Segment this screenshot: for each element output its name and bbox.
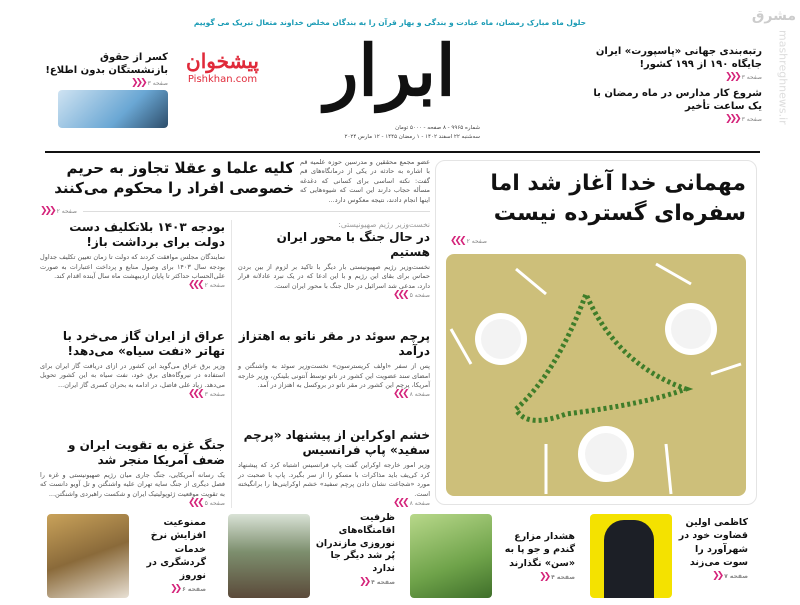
empty-table-illustration xyxy=(446,254,746,496)
arrow-icon: ❮❮❮ xyxy=(393,389,407,400)
top-right-teaser-2[interactable] xyxy=(578,88,762,124)
watermark-url: mashreghnews.ir xyxy=(776,30,790,125)
teaser-title: شروع کار مدارس در ماه رمضان با یک ساعت تأخیر xyxy=(593,88,762,112)
page-ref: صفحه ۳ xyxy=(741,115,762,123)
mazandaran-lodge-image xyxy=(228,514,310,598)
divider xyxy=(83,211,430,212)
left-story-2[interactable] xyxy=(40,329,225,399)
left-story-3[interactable] xyxy=(40,438,225,508)
top-right-teasers xyxy=(578,46,762,124)
mid-story-3[interactable] xyxy=(238,428,430,508)
story-title: هشدار مزارع گندم و جو پا به «سن» نگذارند xyxy=(504,531,575,569)
bottom-story-1[interactable] xyxy=(676,516,748,581)
pishkhan-url: Pishkhan.com xyxy=(187,74,258,85)
page-ref: صفحه ۸ xyxy=(409,391,430,399)
column-divider xyxy=(231,220,232,508)
page-ref: صفحه ۵ xyxy=(204,499,225,507)
header-rule xyxy=(45,151,760,153)
arrow-icon: ❮❮ xyxy=(359,577,369,588)
greeting-line: حلول ماه مبارک رمضان، ماه عبادت و بندگی و بهار قرآن را به بندگان مخلص خداوند متعال تبریک می گوییم xyxy=(193,18,587,27)
mid-story-1[interactable] xyxy=(238,220,430,300)
page-ref: صفحه ۳ xyxy=(147,79,168,87)
story-body: پس از سفر «اولف کریسترسون» نخست‌وزیر سوئد به واشنگتن و امضای سند عضویت این کشور در ناتو توسط آنتونی بلینکن، وزیر خارجه آمریکا، پرچم این کشور در مقر ناتو در بروکسل به اهتزاز در آمد. xyxy=(238,362,430,389)
bottom-story-2[interactable] xyxy=(495,530,575,582)
masthead-title: ابرار xyxy=(324,29,456,112)
pension-image xyxy=(58,90,168,128)
kicker: نخست‌وزیر رژیم صهیونیستی: xyxy=(338,220,430,230)
arrow-icon: ❮❮ xyxy=(170,584,180,595)
mid-column xyxy=(238,220,430,508)
arrow-icon: ❮❮❮ xyxy=(725,72,739,82)
hotel-room-image xyxy=(47,514,129,598)
page-ref: صفحه ۶ xyxy=(182,586,206,594)
story-title: ظرفیت اقامتگاه‌های نوروزی مازندران پُر شد دیگر جا ندارد xyxy=(315,512,395,575)
page-ref: صفحه ۸ xyxy=(409,499,430,507)
mid-story-2[interactable] xyxy=(238,329,430,399)
page-ref: صفحه ۲ xyxy=(204,282,225,290)
page-ref: صفحه ۵ xyxy=(409,292,430,300)
watermark-logo: مشرق xyxy=(751,8,796,24)
issue-info: شماره ۹۹۶۵ - ۸ صفحه - ۵۰۰۰ تومان xyxy=(395,125,480,131)
arrow-icon: ❮❮❮ xyxy=(188,498,202,508)
lead-headline: کلیه علما و عقلا تجاوز به حریم خصوصی افراد را محکوم می‌کنند xyxy=(54,159,294,198)
story-body: وزیر امور خارجه اوکراین گفت پاپ فرانسیس اشتباه کرد که پیشنهاد کرد کی‌یف باید مذاکرات با مسکو را از سر بگیرد. پاپ با صحبت در مورد «شجاعت نشان دادن پرچم سفید» خشم اوکراینی‌ها را برانگیخته است. xyxy=(238,461,430,498)
bottom-story-3[interactable] xyxy=(313,512,395,587)
arrow-icon: ❮❮ xyxy=(712,571,722,582)
page-ref: صفحه ۲ xyxy=(466,237,487,245)
story-body: نخست‌وزیر رژیم صهیونیستی بار دیگر با تاکید بر لزوم از بین بردن حماس برای بقای این رژیم و با این ادعا که در یک نبرد عادلانه قرار دارد، مدعی شد اسرائیل در حال جنگ با محور ایران است. xyxy=(238,262,430,290)
page-ref: صفحه ۳ xyxy=(204,391,225,399)
teaser-title: رتبه‌بندی جهانی «پاسپورت» ایران جایگاه ۱۹۰ از ۱۹۹ کشور! xyxy=(595,46,762,70)
page-ref: صفحه ۴ xyxy=(371,578,395,586)
story-body: نمایندگان مجلس موافقت کردند که دولت تا زمان تعیین تکلیف جداول بودجه سال ۱۴۰۳ برای وصول منابع و پرداخت اعتبارات به صورت علی‌الحساب حداکثر تا پایان اردیبهشت ماه سال آینده اقدام کند. xyxy=(40,253,225,280)
story-body: یک رسانه آمریکایی، جنگ جاری میان رژیم صهیونیستی و غزه را فصل دیگری از جنگ سایه تهران علیه واشنگتن و تل آویو دانست که به تقویت موقعیت ژئوپولیتیک ایران و شکست راهبردی واشنگتن... xyxy=(40,470,225,498)
page-ref: صفحه ۲ xyxy=(56,208,77,216)
arrow-icon: ❮❮❮ xyxy=(393,290,407,301)
top-left-teaser[interactable] xyxy=(38,52,168,128)
top-right-teaser-1[interactable] xyxy=(578,46,762,82)
story-title: بودجه ۱۴۰۳ بلاتکلیف دست دولت برای برداشت باز! xyxy=(69,220,225,250)
arrow-icon: ❮❮❮ xyxy=(188,280,202,291)
arrow-icon: ❮❮❮ xyxy=(725,114,739,124)
issue-date: سه‌شنبه ۲۲ اسفند ۱۴۰۲ - ۱ رمضان ۱۴۴۵ - ۱۲ مارس ۲۰۲۴ xyxy=(344,133,480,140)
main-feature[interactable] xyxy=(435,160,757,505)
story-body: وزیر برق عراق می‌گوید این کشور در ازای دریافت گاز ایران برای استفاده در نیروگاه‌های برق خود، نفت سیاه به این کشور تحویل می‌دهد. زیاد علی فاضل، در ادامه به بحران کسری گاز ایران... xyxy=(40,361,225,389)
story-title: کاظمی اولین قضاوت خود در شهرآورد را سوت می‌زند xyxy=(678,517,748,568)
referee-image xyxy=(590,514,672,598)
arrow-icon: ❯❯❯ xyxy=(450,236,464,246)
left-area xyxy=(40,158,430,508)
left-story-1[interactable] xyxy=(40,220,225,290)
story-title: در حال جنگ با محور ایران هستیم xyxy=(276,229,430,259)
pishkhan-logo[interactable] xyxy=(175,48,270,86)
story-title: پرچم سوئد در مقر ناتو به اهتزاز درآمد xyxy=(238,329,430,359)
arrow-icon: ❮❮❮ xyxy=(40,206,54,217)
arrow-icon: ❮❮ xyxy=(539,571,549,582)
bottom-story-4[interactable] xyxy=(132,516,206,594)
arrow-icon: ❮❮❮ xyxy=(393,497,407,508)
story-title: جنگ غزه به تقویت ایران و ضعف آمریکا منجر شد xyxy=(67,437,225,467)
main-headline: مهمانی خدا آغاز شد اما سفره‌ای گسترده نیست xyxy=(490,171,746,226)
story-title: خشم اوکراین از پیشنهاد «پرچم سفید» پاپ فرانسیس xyxy=(243,428,430,458)
teaser-title: کسر از حقوق بازنشستگان بدون اطلاع! xyxy=(45,52,168,76)
arrow-icon: ❮❮❮ xyxy=(188,389,202,400)
lead-story[interactable] xyxy=(40,158,430,205)
page-ref: صفحه ۴ xyxy=(551,573,575,581)
pishkhan-logo-text: پیشخوان xyxy=(186,49,259,73)
wheat-pest-image xyxy=(410,514,492,598)
story-title: عراق از ایران گاز می‌خرد با تهاتر «نفت سیاه» می‌دهد! xyxy=(62,328,225,358)
story-title: ممنوعیت افزایش نرخ خدمات گردشگری در نوروز xyxy=(146,517,206,582)
arrow-icon: ❮❮❮ xyxy=(131,78,145,88)
page-ref: صفحه ۳ xyxy=(741,73,762,81)
page-ref: صفحه ۷ xyxy=(724,573,748,581)
lead-body: عضو مجمع محققین و مدرسین حوزه علمیه قم با اشاره به حادثه در یکی از درمانگاه‌های قم گفت: نکته اساسی برای کسانی که دغدغه مسأله حجاب دارند این است که شیوه‌هایی که اینها انجام دادند، نتیجه معکوس دارد... xyxy=(300,158,430,204)
left-column xyxy=(40,220,225,508)
